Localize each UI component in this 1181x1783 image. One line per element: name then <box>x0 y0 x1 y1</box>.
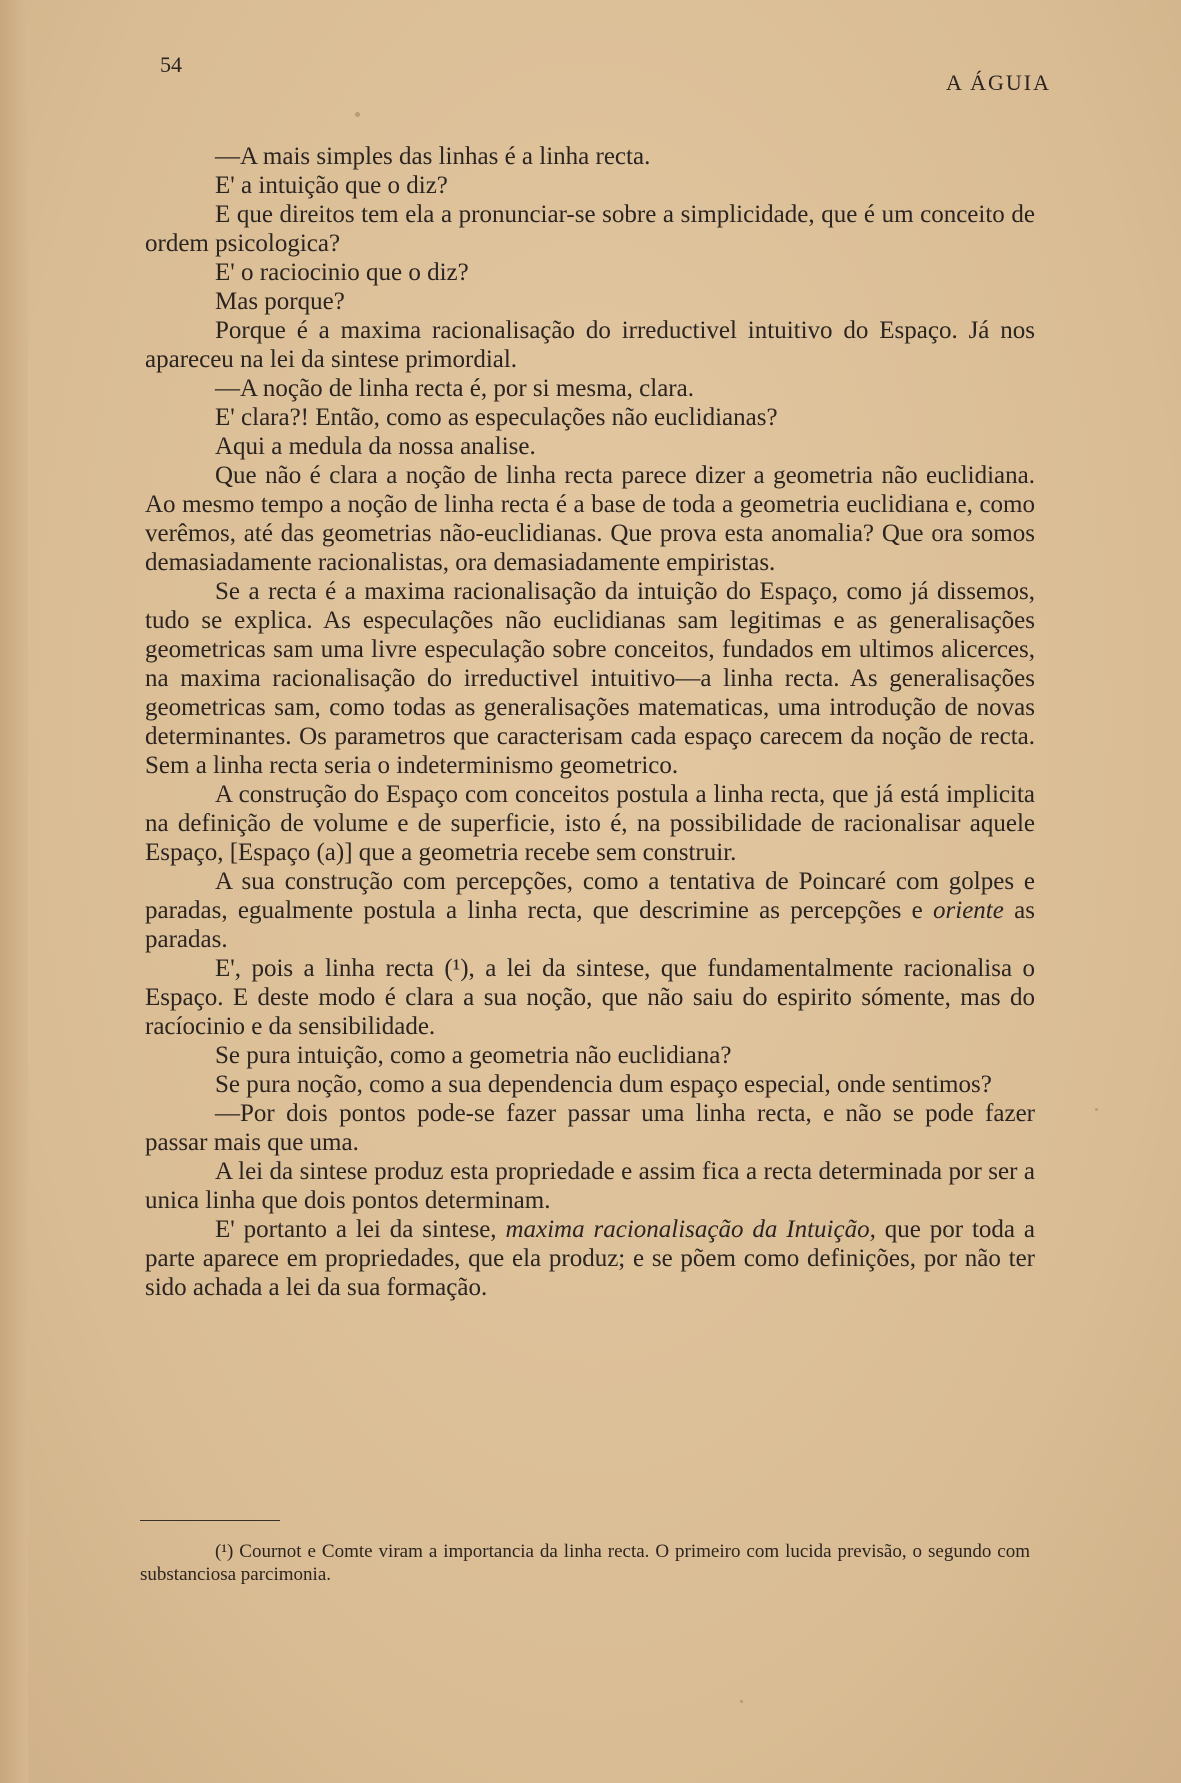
paper-speck <box>740 1700 743 1703</box>
paper-speck <box>1095 1108 1098 1111</box>
paragraph: E' clara?! Então, como as especulações não euclidianas? <box>215 404 778 431</box>
paragraph: Aqui a medula da nossa analise. <box>215 433 536 460</box>
paragraph: A lei da sintese produz esta propriedade e assim fica a recta determinada por ser a unica linha que dois pontos determinam. <box>145 1158 1035 1214</box>
text-run: as paradas. <box>145 897 1035 953</box>
paragraph: Que não é clara a noção de linha recta parece dizer a geometria não euclidiana. Ao mesmo tempo a noção de linha recta é a base de toda a geometria euclidiana e, como verêmos, até das geometrias não-euclidianas. Que prova esta anomalia? Que ora somos demasiadamente racionalistas, ora demasiadamente empiristas. <box>145 462 1035 576</box>
footnote <box>140 1540 1030 1586</box>
paragraph: E', pois a linha recta (¹), a lei da sintese, que fundamentalmente racionalisa o Espaço. E deste modo é clara a sua noção, que não saiu do espirito sómente, mas do racíocinio e da sensibilidade. <box>145 955 1035 1040</box>
paragraph: E' a intuição que o diz? <box>215 172 448 199</box>
italic-run: maxima racionalisação da Intuição, <box>505 1216 876 1243</box>
paragraph: —A noção de linha recta é, por si mesma, clara. <box>215 375 694 402</box>
paragraph: Mas porque? <box>215 288 345 315</box>
paragraph: —A mais simples das linhas é a linha recta. <box>215 143 651 170</box>
italic-run: oriente <box>933 897 1004 924</box>
paragraph: E' o raciocinio que o diz? <box>215 259 469 286</box>
paragraph <box>145 1215 1035 1302</box>
text-run: que por toda a parte aparece em propriedades, que ela produz; e se põem como definições, por não ter sido achada a lei da sua formação. <box>145 1216 1036 1301</box>
running-title: A ÁGUIA <box>945 70 1051 95</box>
page-number: 54 <box>160 52 182 77</box>
paragraph: A construção do Espaço com conceitos postula a linha recta, que já está implicita na definição de volume e de superficie, isto é, na possibilidade de racionalisar aquele Espaço, [Espaço (a)] que a geometria recebe sem construir. <box>145 781 1035 866</box>
footnote-divider <box>140 1520 280 1521</box>
page-edge-shadow <box>0 0 28 1783</box>
text-run: E' portanto a lei da sintese, <box>215 1216 506 1243</box>
paper-speck <box>355 112 360 117</box>
paragraph: E que direitos tem ela a pronunciar-se sobre a simplicidade, que é um conceito de ordem psicologica? <box>145 201 1035 257</box>
paragraph: —Por dois pontos pode-se fazer passar uma linha recta, e não se pode fazer passar mais que uma. <box>145 1100 1035 1156</box>
footnote-text: (¹) Cournot e Comte viram a importancia da linha recta. O primeiro com lucida previsão, o segundo com substanciosa parcimonia. <box>140 1541 1030 1585</box>
paragraph <box>145 867 1035 954</box>
paragraph: Se a recta é a maxima racionalisação da intuição do Espaço, como já dissemos, tudo se explica. As especulações não euclidianas sam legitimas e as generalisações geometricas sam uma livre especulação sobre conceitos, fundados em ultimos alicerces, na maxima racionalisação do irreductivel intuitivo—a linha recta. As generalisações geometricas sam, como todas as generalisações matematicas, uma introdução de novas determinantes. Os parametros que caracterisam cada espaço carecem da noção de recta. Sem a linha recta seria o indeterminismo geometrico. <box>145 578 1035 779</box>
text-run: A sua construção com percepções, como a tentativa de Poincaré com golpes e paradas, egualmente postula a linha recta, que descrimine as percepções e <box>145 868 1035 924</box>
page-header <box>160 48 1051 98</box>
body-text <box>145 142 1035 1302</box>
paragraph: Se pura intuição, como a geometria não euclidiana? <box>215 1042 732 1069</box>
paragraph: Se pura noção, como a sua dependencia dum espaço especial, onde sentimos? <box>215 1071 992 1098</box>
paragraph: Porque é a maxima racionalisação do irreductivel intuitivo do Espaço. Já nos apareceu na lei da sintese primordial. <box>145 317 1035 373</box>
